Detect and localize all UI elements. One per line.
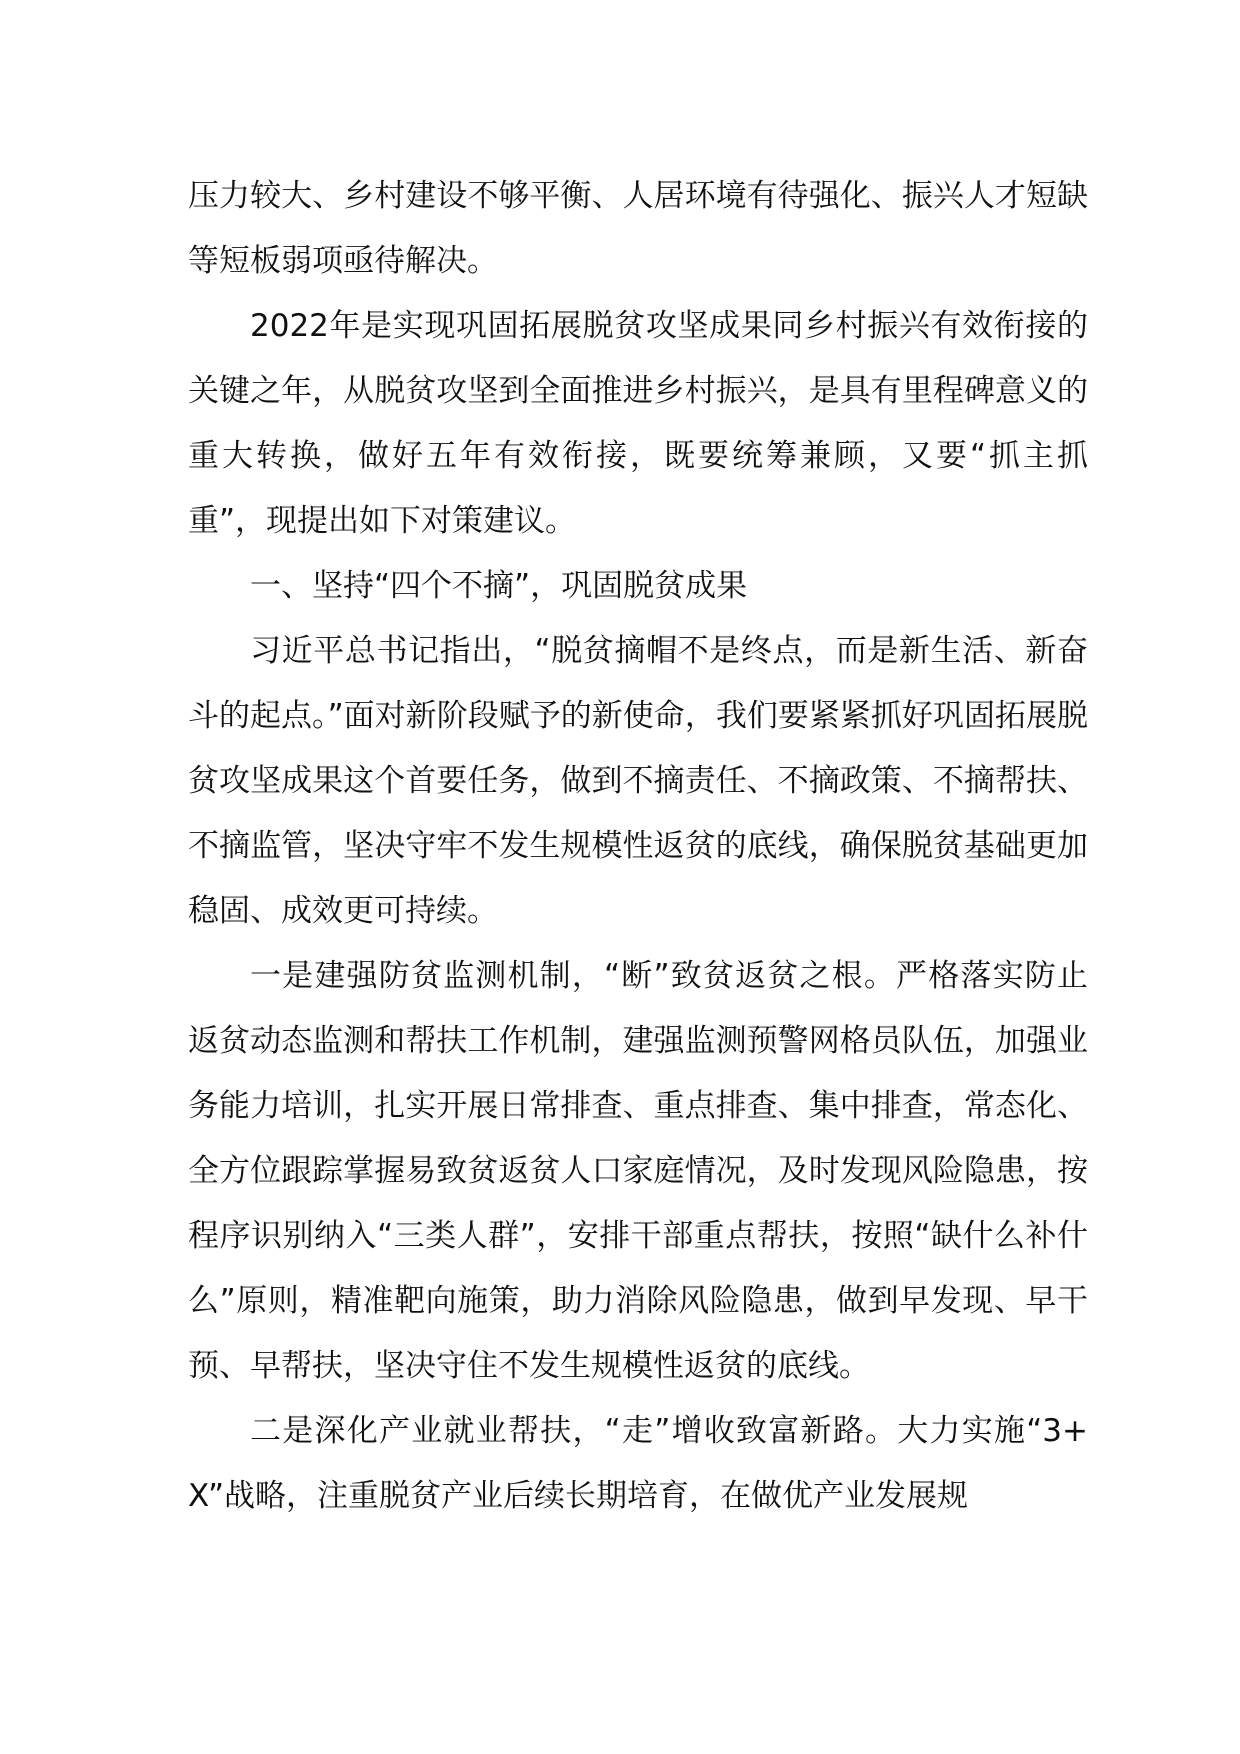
- section-heading: 一、坚持“四个不摘”，巩固脱贫成果: [250, 568, 748, 604]
- paragraph-continuation: 压力较大、乡村建设不够平衡、人居环境有待强化、振兴人才短缺等短板弱项亟待解决。: [188, 178, 1088, 279]
- document-body: [188, 164, 1088, 1529]
- paragraph-intro: 2022年是实现巩固拓展脱贫攻坚成果同乡村振兴有效衔接的关键之年，从脱贫攻坚到全面推进乡村振兴，是具有里程碑意义的重大转换，做好五年有效衔接，既要统筹兼顾，又要“抓主抓重”，现提出如下对策建议。: [188, 308, 1088, 539]
- paragraph-point-one: 一是建强防贫监测机制，“断”致贫返贫之根。严格落实防止返贫动态监测和帮扶工作机制，建强监测预警网格员队伍，加强业务能力培训，扎实开展日常排查、重点排查、集中排查，常态化、全方位跟踪掌握易致贫返贫人口家庭情况，及时发现风险隐患，按程序识别纳入“三类人群”，安排干部重点帮扶，按照“缺什么补什么”原则，精准靶向施策，助力消除风险隐患，做到早发现、早干预、早帮扶，坚决守住不发生规模性返贫的底线。: [188, 958, 1088, 1384]
- paragraph-quote: 习近平总书记指出，“脱贫摘帽不是终点，而是新生活、新奋斗的起点。”面对新阶段赋予的新使命，我们要紧紧抓好巩固拓展脱贫攻坚成果这个首要任务，做到不摘责任、不摘政策、不摘帮扶、不摘监管，坚决守牢不发生规模性返贫的底线，确保脱贫基础更加稳固、成效更可持续。: [188, 633, 1088, 929]
- paragraph-point-two: 二是深化产业就业帮扶，“走”增收致富新路。大力实施“3+X”战略，注重脱贫产业后续长期培育，在做优产业发展规: [188, 1413, 1088, 1514]
